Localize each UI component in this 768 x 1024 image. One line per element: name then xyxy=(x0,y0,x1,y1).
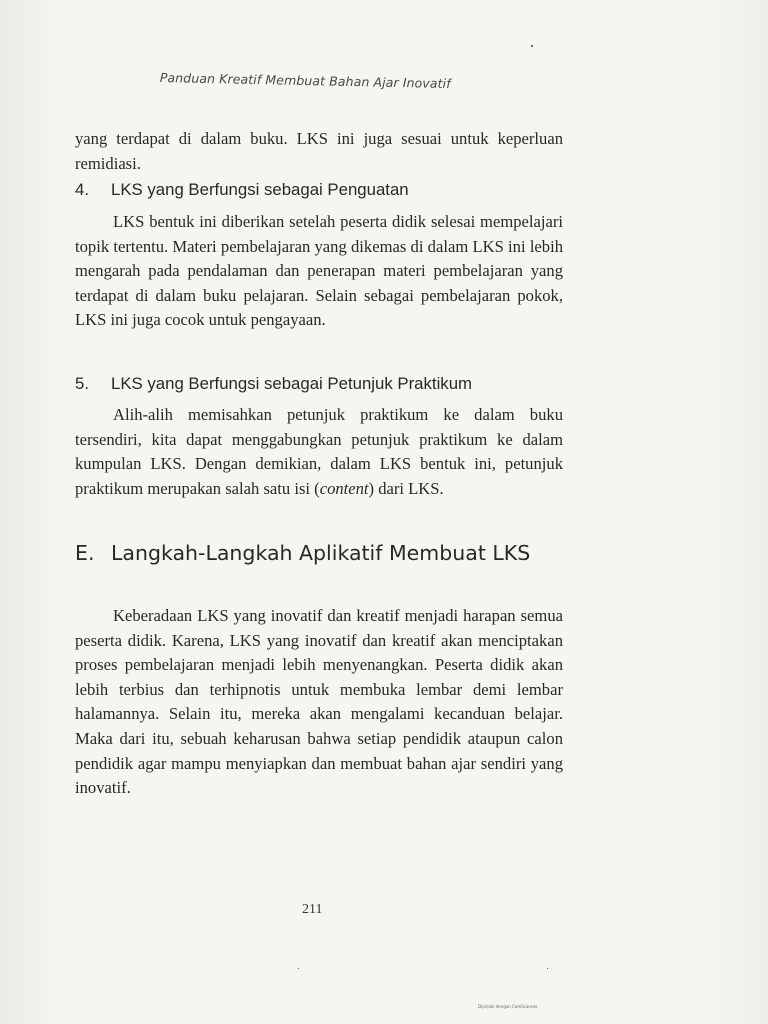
item-5-text-after: ) dari LKS. xyxy=(368,478,444,498)
section-e-paragraph: Keberadaan LKS yang inovatif dan kreatif menjadi harapan semua peserta didik. Karena, LKS yang inovatif dan kreatif akan menciptakan proses pembelajaran menjadi lebih menyenangkan. Peserta didik akan lebih terbius dan terhipnotis untuk membuka lembar demi lembar halamannya. Selain itu, mereka akan mengalami kecanduan belajar. Maka dari itu, sebuah keharusan bahwa setiap pendidik ataupun calon pendidik agar mampu menyiapkan dan membuat bahan ajar sendiri yang inovatif. xyxy=(75,606,563,798)
scan-speck xyxy=(547,968,548,969)
subheading-item-5 xyxy=(75,374,565,394)
section-e-title: Langkah-Langkah Aplikatif Membuat LKS xyxy=(111,541,531,565)
section-e-letter: E. xyxy=(75,541,95,565)
item-5-number: 5. xyxy=(75,374,89,393)
item-4-paragraph: LKS bentuk ini diberikan setelah peserta didik selesai mempelajari topik tertentu. Materi pembelajaran yang dikemas di dalam LKS ini lebih mengarah pada pendalaman dan penerapan materi pembelajaran yang terdapat di dalam buku pelajaran. Selain sebagai pembelajaran pokok, LKS ini juga cocok untuk pengayaan. xyxy=(75,212,563,330)
item-4-heading: LKS yang Berfungsi sebagai Penguatan xyxy=(111,180,409,199)
scan-speck xyxy=(531,45,533,47)
item-5-italic-term: content xyxy=(319,478,369,498)
running-head: Panduan Kreatif Membuat Bahan Ajar Inovatif xyxy=(159,70,451,92)
scan-speck xyxy=(298,968,299,969)
section-e-heading xyxy=(75,540,565,566)
scanner-watermark: Dipindai dengan CamScanner xyxy=(478,1004,538,1009)
subheading-item-4 xyxy=(75,180,565,200)
page-number: 211 xyxy=(302,902,323,917)
item-5-text-before: Alih-alih memisahkan petunjuk praktikum ke dalam buku tersendiri, kita dapat menggabungkan petunjuk praktikum ke dalam kumpulan LKS. Dengan demikian, dalam LKS bentuk ini, petunjuk praktikum merupakan salah satu isi ( xyxy=(75,405,563,498)
item-5-paragraph xyxy=(75,403,563,501)
intro-paragraph: yang terdapat di dalam buku. LKS ini juga sesuai untuk keperluan remidiasi. xyxy=(75,129,563,173)
item-5-heading: LKS yang Berfungsi sebagai Petunjuk Praktikum xyxy=(111,374,473,393)
item-4-number: 4. xyxy=(75,180,89,199)
